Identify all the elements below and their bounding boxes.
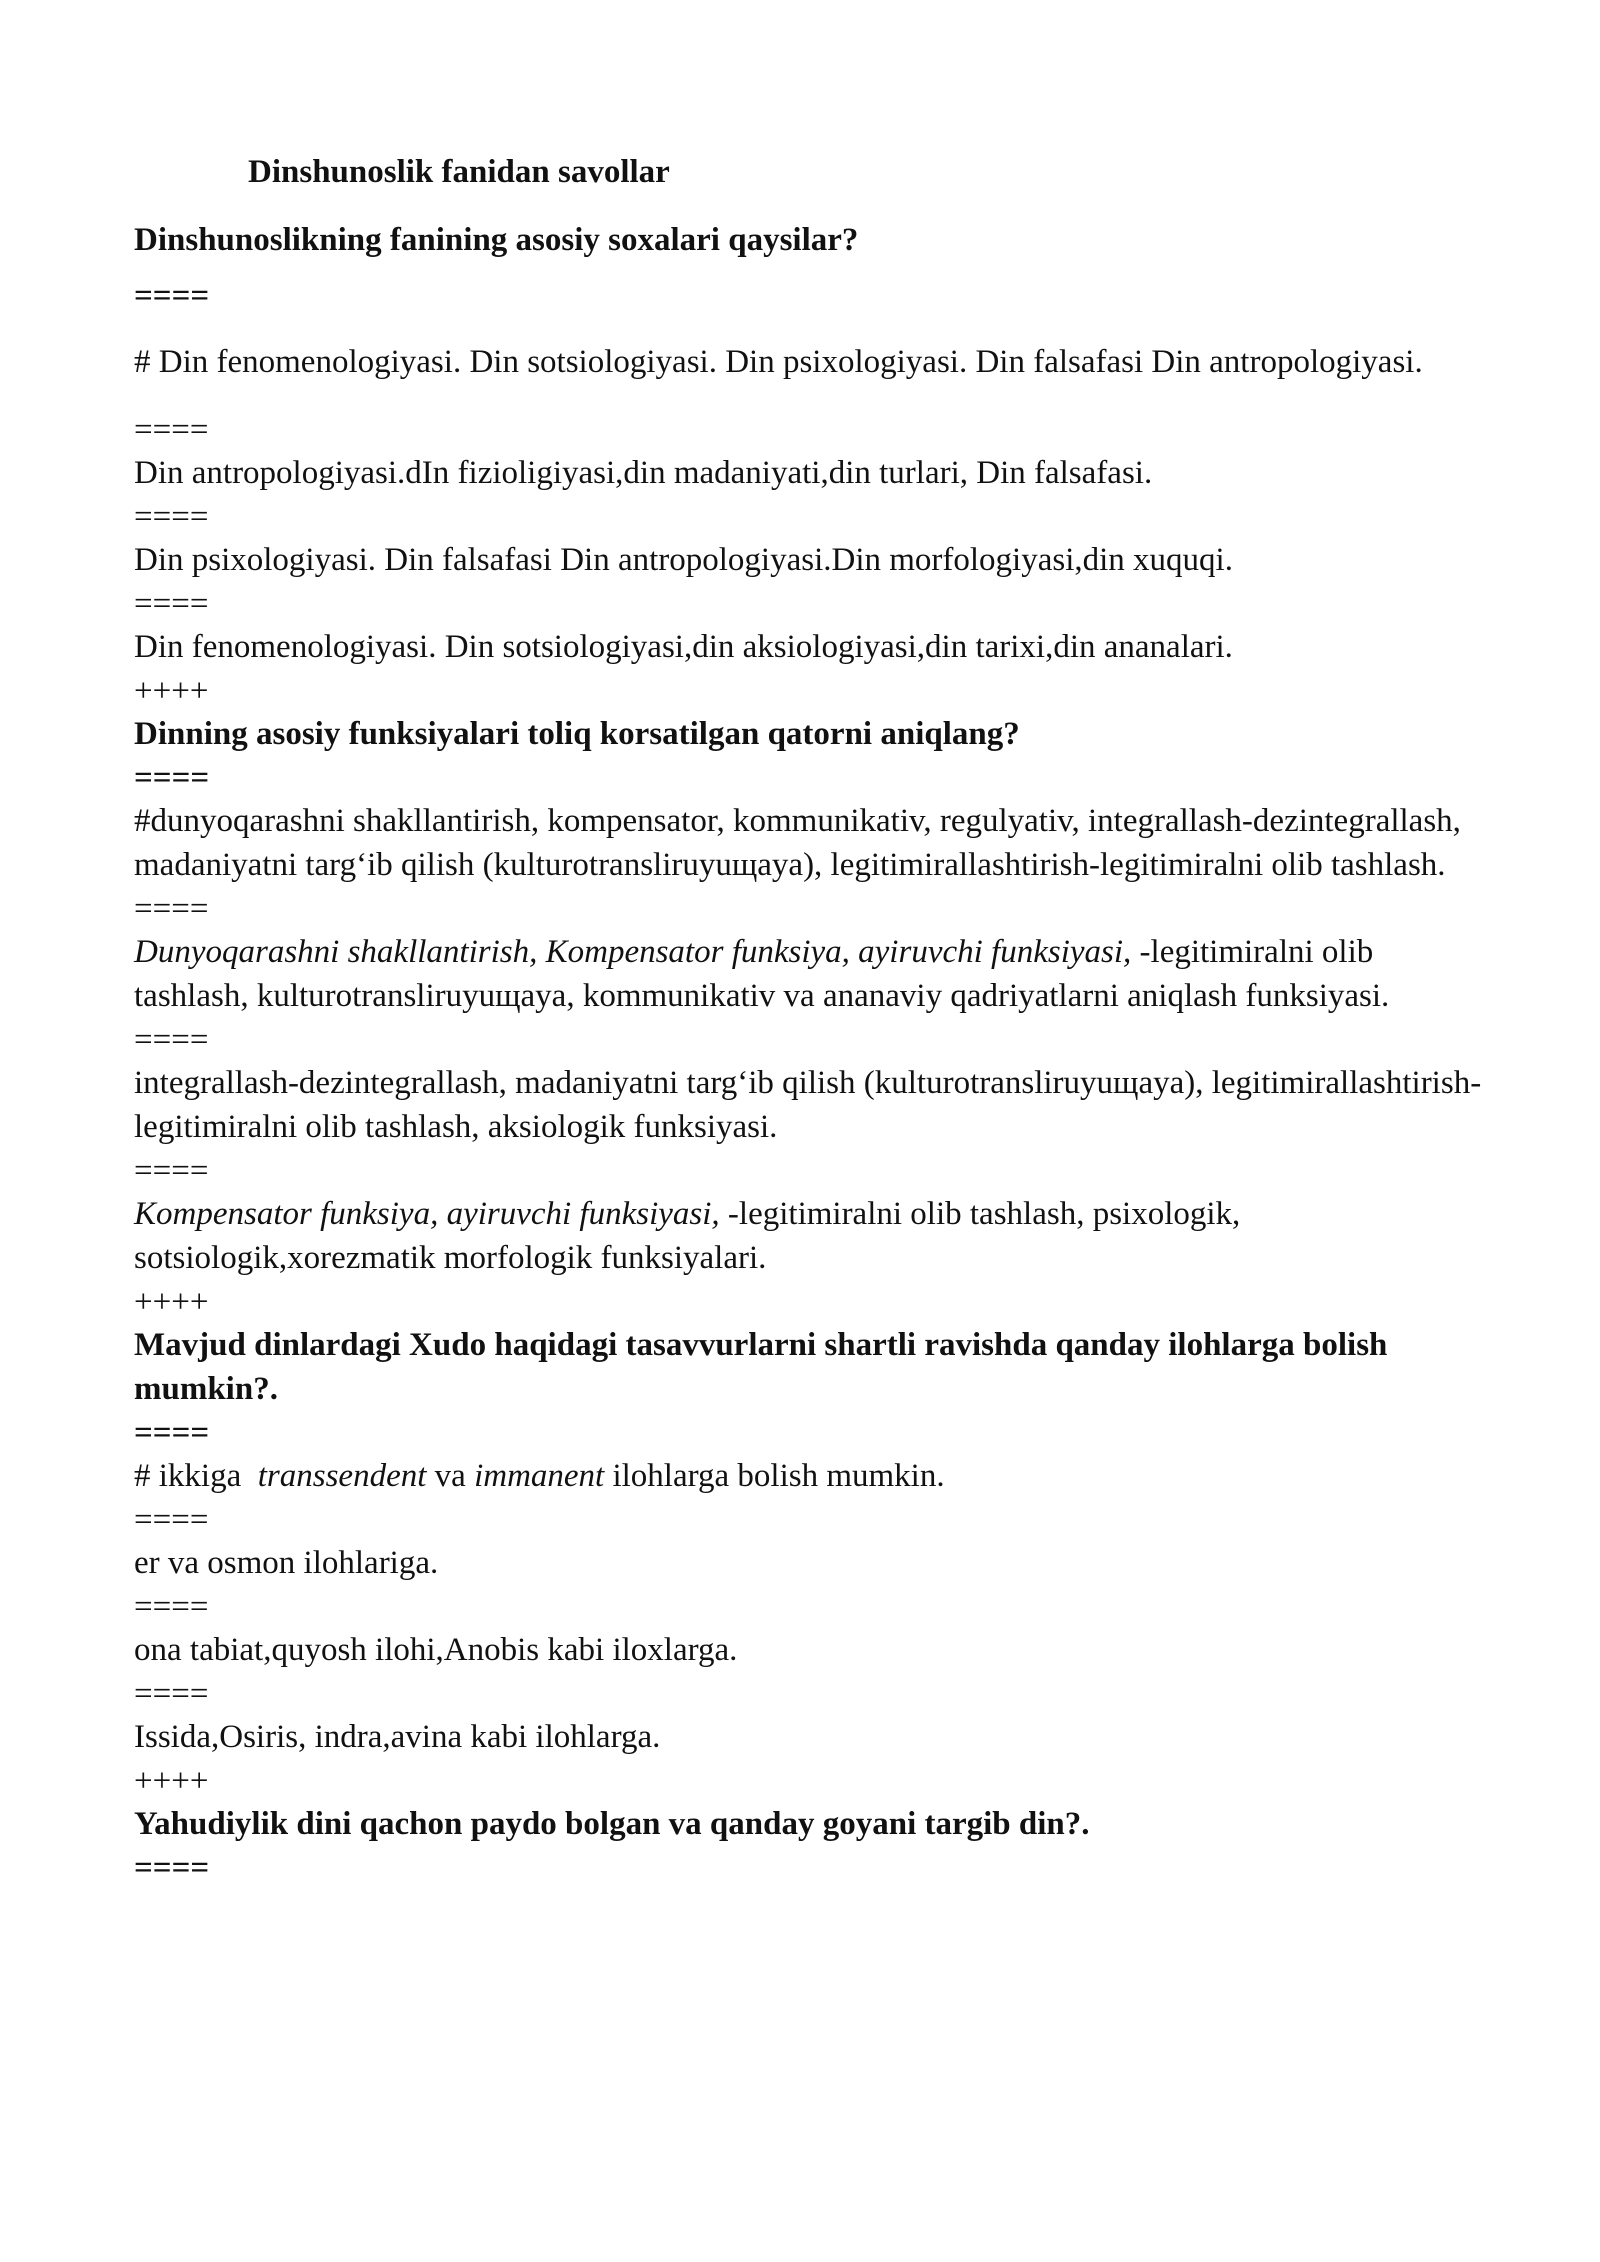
q2-option-4-italic: Kompensator funksiya, ayiruvchi funksiyasi,	[134, 1196, 720, 1232]
separator-option: ====	[134, 278, 210, 314]
q3-option-2: er va osmon ilohlariga.	[134, 1545, 439, 1581]
q2-option-4	[134, 1192, 1494, 1280]
separator-question: ++++	[134, 673, 209, 709]
separator-question: ++++	[134, 1763, 209, 1799]
question-1: Dinshunoslikning fanining asosiy soxalari qaysilar?	[134, 222, 859, 258]
q2-option-2-rest: -legitimiralni olib tashlash, kulturotransliruyuщaya, kommunikativ va ananaviy qadriyatlarni aniqlash funksiyasi.	[134, 934, 1390, 1014]
separator-option: ====	[134, 1502, 209, 1538]
q2-option-3: integrallash-dezintegrallash, madaniyatni targ‘ib qilish (kulturotransliruyuщaya), legitimirallashtirish-legitimiralni olib tashlash, aksiologik funksiyasi.	[134, 1065, 1482, 1145]
separator-option: ====	[134, 1676, 209, 1712]
separator-option: ====	[134, 760, 210, 796]
q2-option-2	[134, 930, 1494, 1018]
q3-option-4: Issida,Osiris, indra,avina kabi ilohlarga.	[134, 1719, 661, 1755]
q3-option-1-immanent: immanent	[474, 1458, 605, 1494]
q1-option-4: Din fenomenologiyasi. Din sotsiologiyasi,din aksiologiyasi,din tarixi,din ananalari.	[134, 629, 1233, 665]
separator-option: ====	[134, 1153, 209, 1189]
document-page	[134, 150, 1494, 1889]
separator-option: ====	[134, 1022, 209, 1058]
separator-option: ====	[134, 1589, 209, 1625]
q1-option-2: Din antropologiyasi.dIn fizioligiyasi,din madaniyati,din turlari, Din falsafasi.	[134, 455, 1153, 491]
q3-option-3: ona tabiat,quyosh ilohi,Anobis kabi iloxlarga.	[134, 1632, 738, 1668]
q1-option-1: # Din fenomenologiyasi. Din sotsiologiyasi. Din psixologiyasi. Din falsafasi Din antropologiyasi.	[134, 344, 1423, 380]
q2-option-2-italic: Dunyoqarashni shakllantirish, Kompensator funksiya, ayiruvchi funksiyasi,	[134, 934, 1132, 970]
separator-option: ====	[134, 1415, 210, 1451]
q1-option-3: Din psixologiyasi. Din falsafasi Din antropologiyasi.Din morfologiyasi,din xuquqi.	[134, 542, 1233, 578]
q3-option-1-transsendent: transsendent	[257, 1458, 427, 1494]
q3-option-1-a: # ikkiga	[134, 1458, 258, 1494]
separator-option: ====	[134, 586, 209, 622]
q3-option-1-e: ilohlarga bolish mumkin.	[604, 1458, 945, 1494]
document-title: Dinshunoslik fanidan savollar	[248, 154, 670, 190]
question-4: Yahudiylik dini qachon paydo bolgan va qanday goyani targib din?.	[134, 1806, 1090, 1842]
separator-option: ====	[134, 499, 209, 535]
q2-option-4-rest: -legitimiralni olib tashlash, psixologik, sotsiologik,xorezmatik morfologik funksiyalari.	[134, 1196, 1241, 1276]
separator-option: ====	[134, 1850, 210, 1886]
question-3: Mavjud dinlardagi Xudo haqidagi tasavvurlarni shartli ravishda qanday ilohlarga bolish mumkin?.	[134, 1327, 1388, 1407]
q3-option-1-c: va	[426, 1458, 475, 1494]
separator-option: ====	[134, 412, 209, 448]
separator-question: ++++	[134, 1284, 209, 1320]
question-2: Dinning asosiy funksiyalari toliq korsatilgan qatorni aniqlang?	[134, 716, 1020, 752]
q3-option-1	[134, 1454, 1494, 1498]
q2-option-1: #dunyoqarashni shakllantirish, kompensator, kommunikativ, regulyativ, integrallash-dezintegrallash, madaniyatni targ‘ib qilish (kulturotransliruyuщaya), legitimirallashtirish-legitimiralni olib tashlash.	[134, 803, 1461, 883]
separator-option: ====	[134, 891, 209, 927]
